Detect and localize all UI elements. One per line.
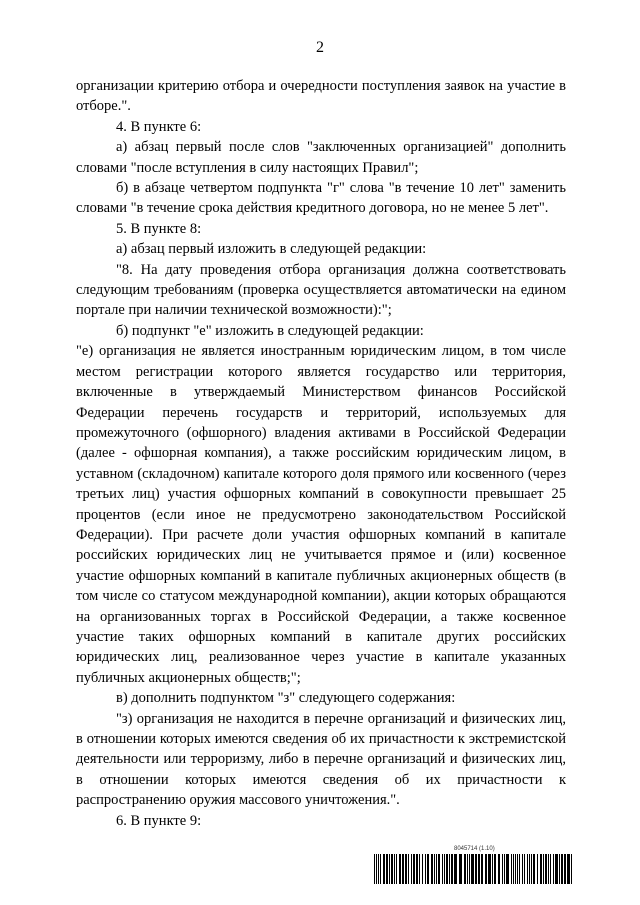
paragraph-6: а) абзац первый изложить в следующей редакции: xyxy=(116,241,427,258)
paragraph-11: "з) организация не находится в перечне организаций и физических лиц, в отношении которых имеются сведения об их причастности к экстремистской деятельности или терроризму, либо в перечне организаций и физических лиц, в отношении которых имеются сведения об их причастности к распространению оружия массового уничтожения.". xyxy=(76,710,566,809)
document-code: 8045714 (1.10) xyxy=(454,846,495,852)
document-body xyxy=(76,76,566,831)
paragraph-8: б) подпункт "е" изложить в следующей редакции: xyxy=(116,322,424,339)
paragraph-7: "8. На дату проведения отбора организация должна соответствовать следующим требованиям (проверка осуществляется автоматически на едином портале при наличии технической возможности):"; xyxy=(76,261,566,319)
paragraph-10: в) дополнить подпунктом "з" следующего содержания: xyxy=(116,690,456,707)
barcode xyxy=(374,854,572,884)
paragraph-5: 5. В пункте 8: xyxy=(116,220,202,237)
page-number: 2 xyxy=(316,39,324,56)
paragraph-2: 4. В пункте 6: xyxy=(116,118,202,135)
paragraph-1: организации критерию отбора и очередности поступления заявок на участие в отборе.". xyxy=(76,78,566,115)
paragraph-9: "е) организация не является иностранным юридическим лицом, в том числе местом регистрации которого является государство или территория, включенные в утверждаемый Министерством финансов Российской Федерации перечень государств и территорий, используемых для промежуточного (офшорного) владения активами в Российской Федерации (далее - офшорная компания), а также российским юридическим лицом, в уставном (складочном) капитале которого доля прямого или косвенного (через третьих лиц) участия офшорных компаний в совокупности превышает 25 процентов (если иное не предусмотрено законодательством Российской Федерации). При расчете доли участия офшорных компаний в капитале российских юридических лиц не учитывается прямое и (или) косвенное участие офшорных компаний в капитале публичных акционерных обществ (в том числе со статусом международной компании), акции которых обращаются на организованных торгах в Российской Федерации, а также косвенное участие таких офшорных компаний в капитале других российских юридических лиц, реализованное через участие в капитале указанных публичных акционерных обществ;"; xyxy=(76,343,566,686)
paragraph-4: б) в абзаце четвертом подпункта "г" слова "в течение 10 лет" заменить словами "в течение срока действия кредитного договора, но не менее 5 лет". xyxy=(76,180,566,217)
paragraph-12: 6. В пункте 9: xyxy=(116,812,202,829)
paragraph-3: а) абзац первый после слов "заключенных организацией" дополнить словами "после вступления в силу настоящих Правил"; xyxy=(76,139,566,176)
